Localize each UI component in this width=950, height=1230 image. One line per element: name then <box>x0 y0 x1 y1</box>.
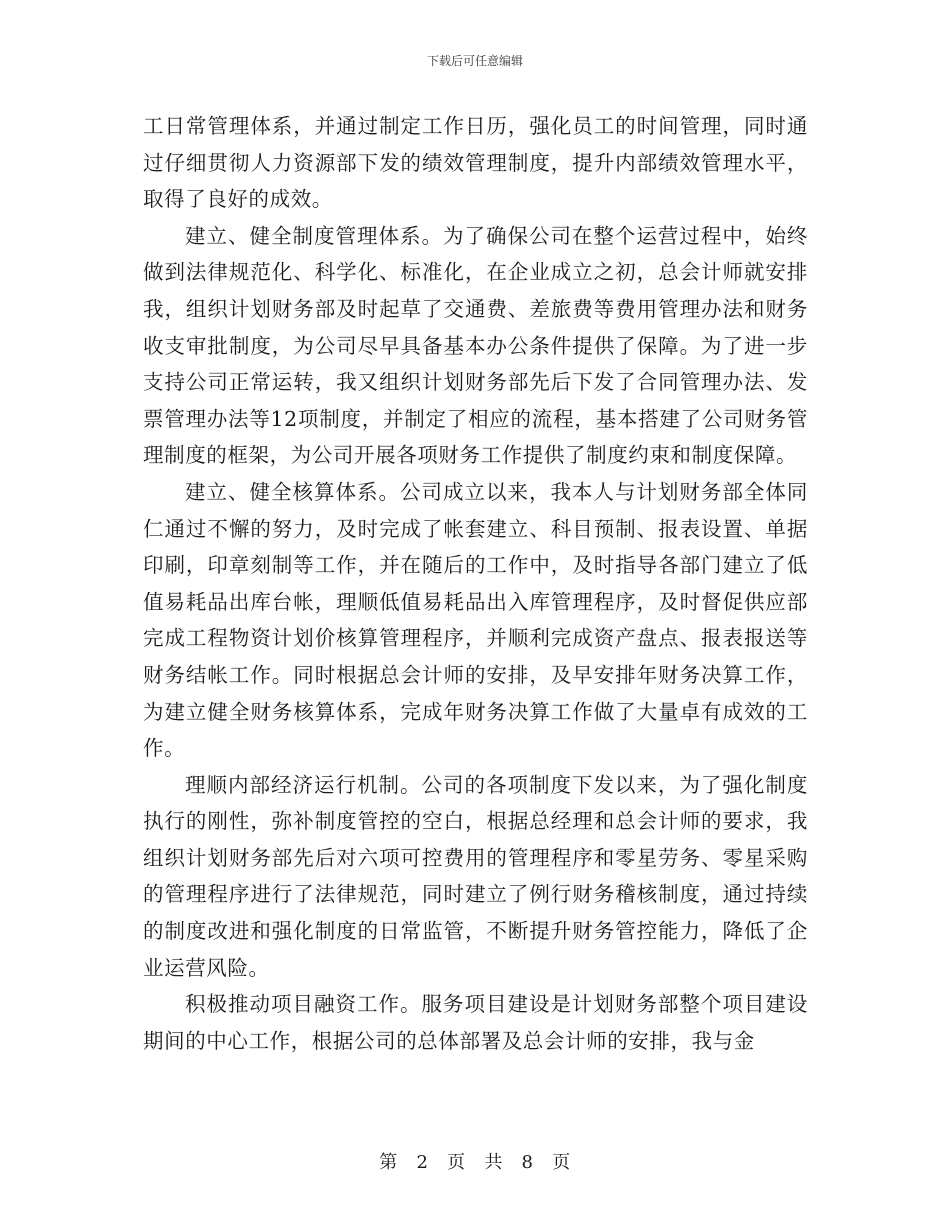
footer-suffix: 页 <box>552 1152 571 1173</box>
paragraph-economic-mechanism: 理顺内部经济运行机制。公司的各项制度下发以来，为了强化制度执行的刚性，弥补制度管控的空白，根据总经理和总会计师的要求，我组织计划财务部先后对六项可控费用的管理程序和零星劳务、零星采购的管理程序进行了法律规范，同时建立了例行财务稽核制度，通过持续的制度改进和强化制度的日常监管，不断提升财务管控能力，降低了企业运营风险。 <box>143 772 808 980</box>
page-number-footer <box>0 1152 950 1174</box>
footer-page-label: 页 <box>447 1152 466 1173</box>
document-body <box>143 108 808 1059</box>
footer-current-page: 2 <box>416 1152 429 1173</box>
footer-total-pages: 8 <box>521 1152 534 1173</box>
paragraph-accounting-system: 建立、健全核算体系。公司成立以来，我本人与计划财务部全体同仁通过不懈的努力，及时完成了帐套建立、科目预制、报表设置、单据印刷，印章刻制等工作，并在随后的工作中，及时指导各部门建立了低值易耗品出库台帐，理顺低值易耗品出入库管理程序，及时督促供应部完成工程物资计划价核算管理程序，并顺利完成资产盘点、报表报送等财务结帐工作。同时根据总会计师的安排，及早安排年财务决算工作，为建立健全财务核算体系，完成年财务决算工作做了大量卓有成效的工作。 <box>143 479 808 761</box>
page-header-note: 下载后可任意编辑 <box>426 54 523 68</box>
footer-total-label: 共 <box>484 1152 503 1173</box>
footer-prefix: 第 <box>379 1152 398 1173</box>
paragraph-project-financing: 积极推动项目融资工作。服务项目建设是计划财务部整个项目建设期间的中心工作，根据公司的总体部署及总会计师的安排，我与金 <box>143 992 808 1053</box>
paragraph-institution-system: 建立、健全制度管理体系。为了确保公司在整个运营过程中，始终做到法律规范化、科学化、标准化，在企业成立之初，总会计师就安排我，组织计划财务部及时起草了交通费、差旅费等费用管理办法和财务收支审批制度，为公司尽早具备基本办公条件提供了保障。为了进一步支持公司正常运转，我又组织计划财务部先后下发了合同管理办法、发票管理办法等12项制度，并制定了相应的流程，基本搭建了公司财务管理制度的框架，为公司开展各项财务工作提供了制度约束和制度保障。 <box>143 223 808 468</box>
paragraph-continuation: 工日常管理体系，并通过制定工作日历，强化员工的时间管理，同时通过仔细贯彻人力资源部下发的绩效管理制度，提升内部绩效管理水平，取得了良好的成效。 <box>143 114 808 212</box>
